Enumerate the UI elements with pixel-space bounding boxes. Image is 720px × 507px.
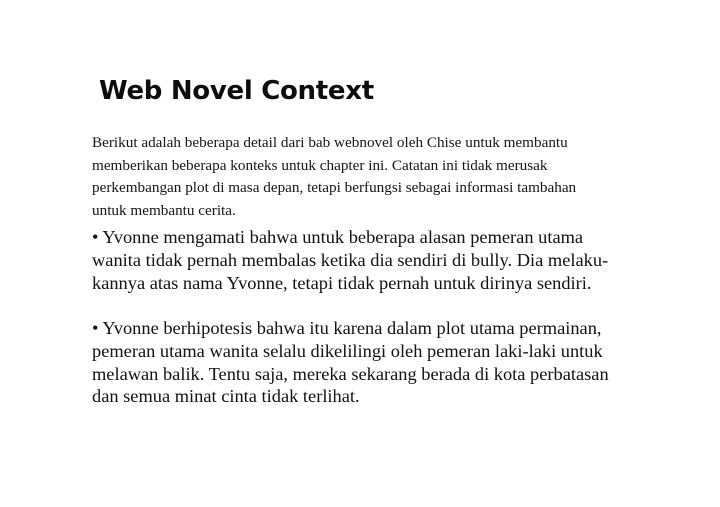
bullet-line: • Yvonne mengamati bahwa untuk beberapa alasan pemeran utama <box>92 227 584 247</box>
bullet-line: dan semua minat cinta tidak terlihat. <box>92 386 360 407</box>
bullet-line: kannya atas nama Yvonne, tetapi tidak pernah untuk dirinya sendiri. <box>92 272 592 293</box>
bullet-line: wanita tidak pernah membalas ketika dia sendiri di bully. Dia melaku- <box>92 249 609 270</box>
page-title: Web Novel Context <box>99 76 374 106</box>
bullet-paragraph-2 <box>92 317 652 408</box>
bullet-paragraph-1 <box>92 226 652 294</box>
intro-line: perkembangan plot di masa depan, tetapi berfungsi sebagai informasi tambahan <box>92 179 577 196</box>
bullet-line: • Yvonne berhipotesis bahwa itu karena dalam plot utama permainan, <box>92 318 602 338</box>
bullet-line: melawan balik. Tentu saja, mereka sekarang berada di kota perbatasan <box>92 363 609 384</box>
intro-line: Berikut adalah beberapa detail dari bab webnovel oleh Chise untuk membantu <box>92 134 568 151</box>
intro-line: untuk membantu cerita. <box>92 201 236 219</box>
intro-paragraph <box>92 132 632 222</box>
bullet-line: pemeran utama wanita selalu dikelilingi oleh pemeran laki-laki untuk <box>92 340 603 361</box>
intro-line: memberikan beberapa konteks untuk chapter ini. Catatan ini tidak merusak <box>92 156 548 174</box>
